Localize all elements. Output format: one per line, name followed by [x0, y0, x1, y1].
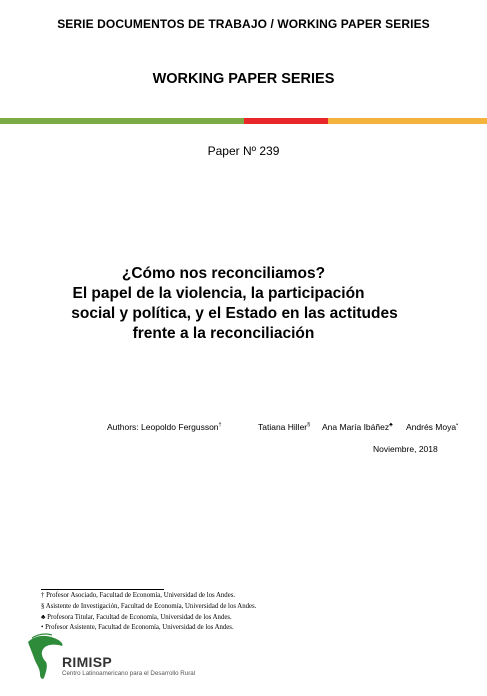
author-mark: †	[218, 422, 222, 429]
author-mark: §	[307, 422, 311, 429]
author-1	[107, 422, 222, 432]
rimisp-logo	[26, 632, 246, 682]
series-header: SERIE DOCUMENTOS DE TRABAJO / WORKING PAPER SERIES	[57, 17, 430, 31]
title-line: social y política, y el Estado en las actitudes	[71, 305, 398, 322]
rimisp-latin-america-map-icon	[26, 632, 66, 682]
author-name: Leopoldo Fergusson	[141, 422, 219, 432]
publication-date: Noviembre, 2018	[373, 444, 438, 454]
authors-prefix: Authors:	[107, 422, 142, 432]
title-line: frente a la reconciliación	[132, 325, 315, 342]
color-bar-green	[0, 118, 244, 124]
footnote-divider	[41, 589, 164, 590]
author-name: Ana María Ibáñez	[322, 422, 390, 432]
author-2	[258, 422, 310, 432]
author-4	[406, 422, 458, 432]
paper-number: Paper Nº 239	[207, 144, 280, 158]
author-mark: ♣	[389, 422, 393, 429]
author-name: Tatiana Hiller	[258, 422, 308, 432]
logo-name: RIMISP	[62, 654, 113, 670]
document-title	[0, 264, 487, 344]
footnote: ♣ Profesora Titular, Facultad de Economía, Universidad de los Andes.	[41, 613, 232, 621]
footnote: § Asistente de Investigación, Facultad de Economía, Universidad de los Andes.	[41, 602, 257, 610]
author-3	[322, 422, 393, 432]
footnote: † Profesor Asociado, Facultad de Economía, Universidad de los Andes.	[41, 592, 236, 599]
author-name: Andrés Moya	[406, 422, 457, 432]
title-line: ¿Cómo nos reconciliamos?	[121, 265, 326, 282]
footnote: • Profesor Asistente, Facultad de Economía, Universidad de los Andes.	[41, 624, 234, 632]
footnotes	[41, 591, 461, 634]
author-mark: •	[456, 422, 459, 429]
logo-subtitle: Centro Latinoamericano para el Desarrollo Rural	[62, 670, 196, 677]
series-title: WORKING PAPER SERIES	[152, 71, 335, 87]
color-bar-red	[244, 118, 328, 124]
color-bar-yellow	[328, 118, 487, 124]
title-line: El papel de la violencia, la participación	[72, 285, 365, 302]
